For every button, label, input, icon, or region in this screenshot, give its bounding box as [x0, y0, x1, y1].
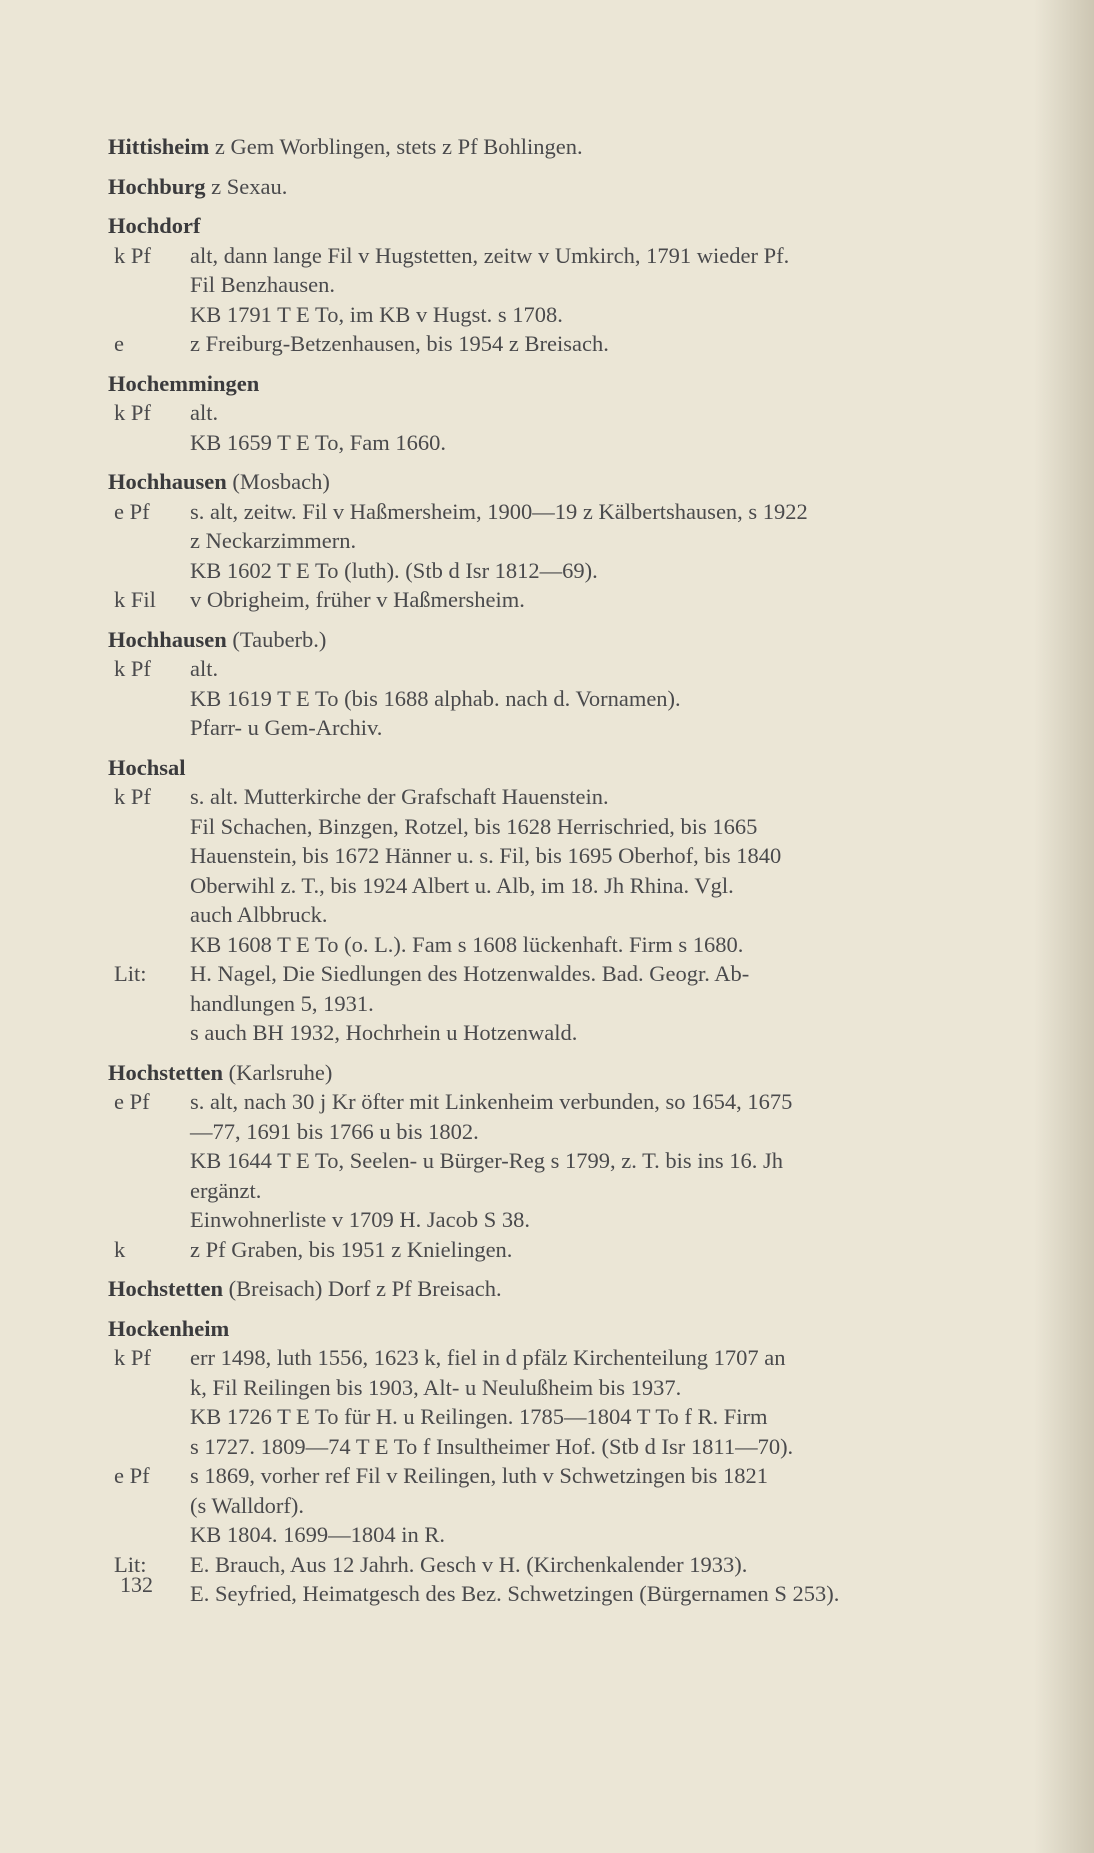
entry-headword: Hittisheim — [108, 134, 210, 159]
entry-text: s. alt. Mutterkirche der Grafschaft Hauenstein. — [190, 784, 609, 809]
entry-label-spacer — [108, 1176, 190, 1206]
index-entry — [108, 753, 1048, 1048]
entry-line — [108, 900, 1048, 930]
entry-heading-line — [108, 1314, 1048, 1344]
entry-line — [108, 300, 1048, 330]
entry-heading-line — [108, 172, 1048, 202]
entry-text: KB 1608 T E To (o. L.). Fam s 1608 lückenhaft. Firm s 1680. — [190, 931, 744, 957]
entry-line — [108, 241, 1048, 271]
index-entry — [108, 132, 1048, 162]
entry-line — [108, 1491, 1048, 1521]
entry-text: KB 1602 T E To (luth). (Stb d Isr 1812—69). — [190, 557, 598, 583]
index-entry — [108, 172, 1048, 202]
entry-line — [108, 1373, 1048, 1403]
index-entry — [108, 211, 1048, 359]
entry-label-spacer — [108, 871, 190, 901]
entry-line — [108, 329, 1048, 359]
entry-heading-line — [108, 1058, 1048, 1088]
entry-label-spacer — [108, 1402, 190, 1432]
entry-text: H. Nagel, Die Siedlungen des Hotzenwaldes. Bad. Geogr. Ab- — [190, 961, 750, 986]
entry-label: k Pf — [114, 1345, 151, 1370]
entry-text: E. Brauch, Aus 12 Jahrh. Gesch v H. (Kirchenkalender 1933). — [190, 1551, 748, 1577]
entry-text: s. alt, zeitw. Fil v Haßmersheim, 1900—19 z Kälbertshausen, s 1922 — [190, 498, 808, 524]
entry-label: Lit: — [114, 1551, 147, 1577]
entry-line — [108, 526, 1048, 556]
entry-line — [108, 713, 1048, 743]
entry-heading-line — [108, 625, 1048, 655]
entry-text: alt. — [190, 400, 219, 425]
entry-heading-line — [108, 1274, 1048, 1304]
entry-headword: Hochhausen — [108, 469, 227, 494]
entry-line — [108, 930, 1048, 960]
entry-text: KB 1791 T E To, im KB v Hugst. s 1708. — [190, 301, 563, 327]
entry-line — [108, 1343, 1048, 1373]
entry-text: alt. — [190, 656, 219, 681]
entry-label: k Pf — [114, 784, 151, 809]
entry-text: s 1869, vorher ref Fil v Reilingen, luth v Schwetzingen bis 1821 — [190, 1463, 769, 1488]
entry-label: k Pf — [114, 242, 151, 268]
entry-label: k — [114, 1236, 126, 1262]
entry-text: —77, 1691 bis 1766 u bis 1802. — [190, 1118, 479, 1144]
entry-line — [108, 585, 1048, 615]
entry-heading-line — [108, 211, 1048, 241]
entry-text: z Neckarzimmern. — [190, 528, 357, 553]
index-entry — [108, 1274, 1048, 1304]
entry-label-spacer — [108, 684, 190, 714]
entry-text: z Freiburg-Betzenhausen, bis 1954 z Breisach. — [190, 331, 609, 356]
entry-label-spacer — [108, 1520, 190, 1550]
entry-label: Lit: — [114, 961, 147, 986]
entry-line — [108, 1018, 1048, 1048]
entry-head-note: z Gem Worblingen, stets z Pf Bohlingen. — [209, 134, 583, 159]
entry-text: auch Albbruck. — [190, 902, 328, 927]
entry-heading-line — [108, 369, 1048, 399]
entry-label: e Pf — [114, 1463, 150, 1488]
entry-head-note: z Sexau. — [205, 173, 288, 199]
entry-label-spacer — [108, 1205, 190, 1235]
entry-line — [108, 270, 1048, 300]
entry-text: Fil Benzhausen. — [190, 272, 335, 297]
entry-line — [108, 1176, 1048, 1206]
entry-label-spacer — [108, 1432, 190, 1462]
index-entry — [108, 467, 1048, 615]
entry-line — [108, 1520, 1048, 1550]
entry-text: Oberwihl z. T., bis 1924 Albert u. Alb, im 18. Jh Rhina. Vgl. — [190, 872, 734, 898]
entry-label-spacer — [108, 713, 190, 743]
entry-label-spacer — [108, 300, 190, 330]
entry-line — [108, 398, 1048, 428]
entry-heading-line — [108, 753, 1048, 783]
entry-line — [108, 556, 1048, 586]
entry-headword: Hochhausen — [108, 626, 227, 652]
entry-heading-line — [108, 132, 1048, 162]
entry-text: Fil Schachen, Binzgen, Rotzel, bis 1628 Herrischried, bis 1665 — [190, 813, 758, 839]
index-entry — [108, 369, 1048, 458]
entry-headword: Hochemmingen — [108, 370, 260, 396]
entry-line — [108, 1402, 1048, 1432]
entry-line — [108, 1550, 1048, 1580]
entry-text: KB 1659 T E To, Fam 1660. — [190, 429, 446, 455]
entry-text: KB 1619 T E To (bis 1688 alphab. nach d. Vornamen). — [190, 685, 681, 711]
entry-text: s auch BH 1932, Hochrhein u Hotzenwald. — [190, 1020, 578, 1045]
index-entry — [108, 1314, 1048, 1609]
entry-text: ergänzt. — [190, 1177, 262, 1203]
entry-text: Hauenstein, bis 1672 Hänner u. s. Fil, bis 1695 Oberhof, bis 1840 — [190, 843, 782, 868]
entry-line — [108, 1461, 1048, 1491]
entry-text: s. alt, nach 30 j Kr öfter mit Linkenheim verbunden, so 1654, 1675 — [190, 1089, 793, 1114]
entry-line — [108, 654, 1048, 684]
entry-label-spacer — [108, 989, 190, 1019]
entry-headword: Hockenheim — [108, 1315, 230, 1341]
entry-line — [108, 989, 1048, 1019]
entry-text: KB 1644 T E To, Seelen- u Bürger-Reg s 1799, z. T. bis ins 16. Jh — [190, 1148, 783, 1173]
entry-label-spacer — [108, 1018, 190, 1048]
entry-headword: Hochstetten — [108, 1276, 223, 1301]
entry-label-spacer — [108, 270, 190, 300]
entry-line — [108, 841, 1048, 871]
entry-label-spacer — [108, 556, 190, 586]
entry-line — [108, 1146, 1048, 1176]
entry-text: k, Fil Reilingen bis 1903, Alt- u Neulußheim bis 1937. — [190, 1374, 682, 1400]
entry-text: s 1727. 1809—74 T E To f Insultheimer Hof. (Stb d Isr 1811—70). — [190, 1433, 794, 1459]
entry-label-spacer — [108, 812, 190, 842]
entry-line — [108, 428, 1048, 458]
entry-headword: Hochburg — [108, 173, 206, 199]
entry-head-note: (Mosbach) — [226, 469, 330, 494]
entry-label: k Pf — [114, 400, 151, 425]
entry-label-spacer — [108, 930, 190, 960]
entry-head-note: (Breisach) Dorf z Pf Breisach. — [222, 1276, 502, 1301]
index-content — [108, 132, 1048, 1619]
entry-label: e Pf — [114, 1089, 150, 1114]
entry-text: err 1498, luth 1556, 1623 k, fiel in d pfälz Kirchenteilung 1707 an — [190, 1345, 786, 1370]
entry-label-spacer — [108, 428, 190, 458]
entry-label-spacer — [108, 1146, 190, 1176]
entry-label: e Pf — [114, 498, 150, 524]
entry-label-spacer — [108, 841, 190, 871]
entry-label: k Fil — [114, 587, 156, 612]
index-entry — [108, 625, 1048, 743]
index-entry — [108, 1058, 1048, 1265]
entry-label: e — [114, 331, 124, 356]
entry-line — [108, 684, 1048, 714]
entry-label-spacer — [108, 1491, 190, 1521]
entry-line — [108, 1235, 1048, 1265]
entry-label: k Pf — [114, 656, 151, 681]
entry-head-note: (Karlsruhe) — [222, 1059, 333, 1085]
page-number: 132 — [120, 1572, 153, 1597]
entry-text: Einwohnerliste v 1709 H. Jacob S 38. — [190, 1207, 530, 1232]
entry-line — [108, 497, 1048, 527]
entry-text: (s Walldorf). — [190, 1492, 304, 1518]
entry-text: KB 1726 T E To für H. u Reilingen. 1785—1804 T To f R. Firm — [190, 1404, 768, 1429]
entry-headword: Hochdorf — [108, 213, 201, 238]
entry-text: v Obrigheim, früher v Haßmersheim. — [190, 587, 525, 612]
entry-text: KB 1804. 1699—1804 in R. — [190, 1522, 446, 1547]
entry-line — [108, 1087, 1048, 1117]
entry-head-note: (Tauberb.) — [226, 626, 327, 652]
entry-text: handlungen 5, 1931. — [190, 990, 374, 1016]
entry-text: alt, dann lange Fil v Hugstetten, zeitw v Umkirch, 1791 wieder Pf. — [190, 242, 790, 268]
entry-line — [108, 782, 1048, 812]
entry-text: E. Seyfried, Heimatgesch des Bez. Schwetzingen (Bürgernamen S 253). — [190, 1581, 840, 1606]
entry-line — [108, 871, 1048, 901]
entry-line — [108, 1205, 1048, 1235]
entry-line — [108, 959, 1048, 989]
entry-headword: Hochsal — [108, 754, 186, 780]
entry-text: z Pf Graben, bis 1951 z Knielingen. — [190, 1236, 513, 1262]
entry-label-spacer — [108, 900, 190, 930]
entry-heading-line — [108, 467, 1048, 497]
entry-line — [108, 812, 1048, 842]
entry-line — [108, 1579, 1048, 1609]
entry-label-spacer — [108, 526, 190, 556]
entry-line — [108, 1117, 1048, 1147]
entry-label-spacer — [108, 1117, 190, 1147]
entry-text: Pfarr- u Gem-Archiv. — [190, 715, 383, 740]
entry-line — [108, 1432, 1048, 1462]
entry-label-spacer — [108, 1373, 190, 1403]
entry-headword: Hochstetten — [108, 1059, 223, 1085]
